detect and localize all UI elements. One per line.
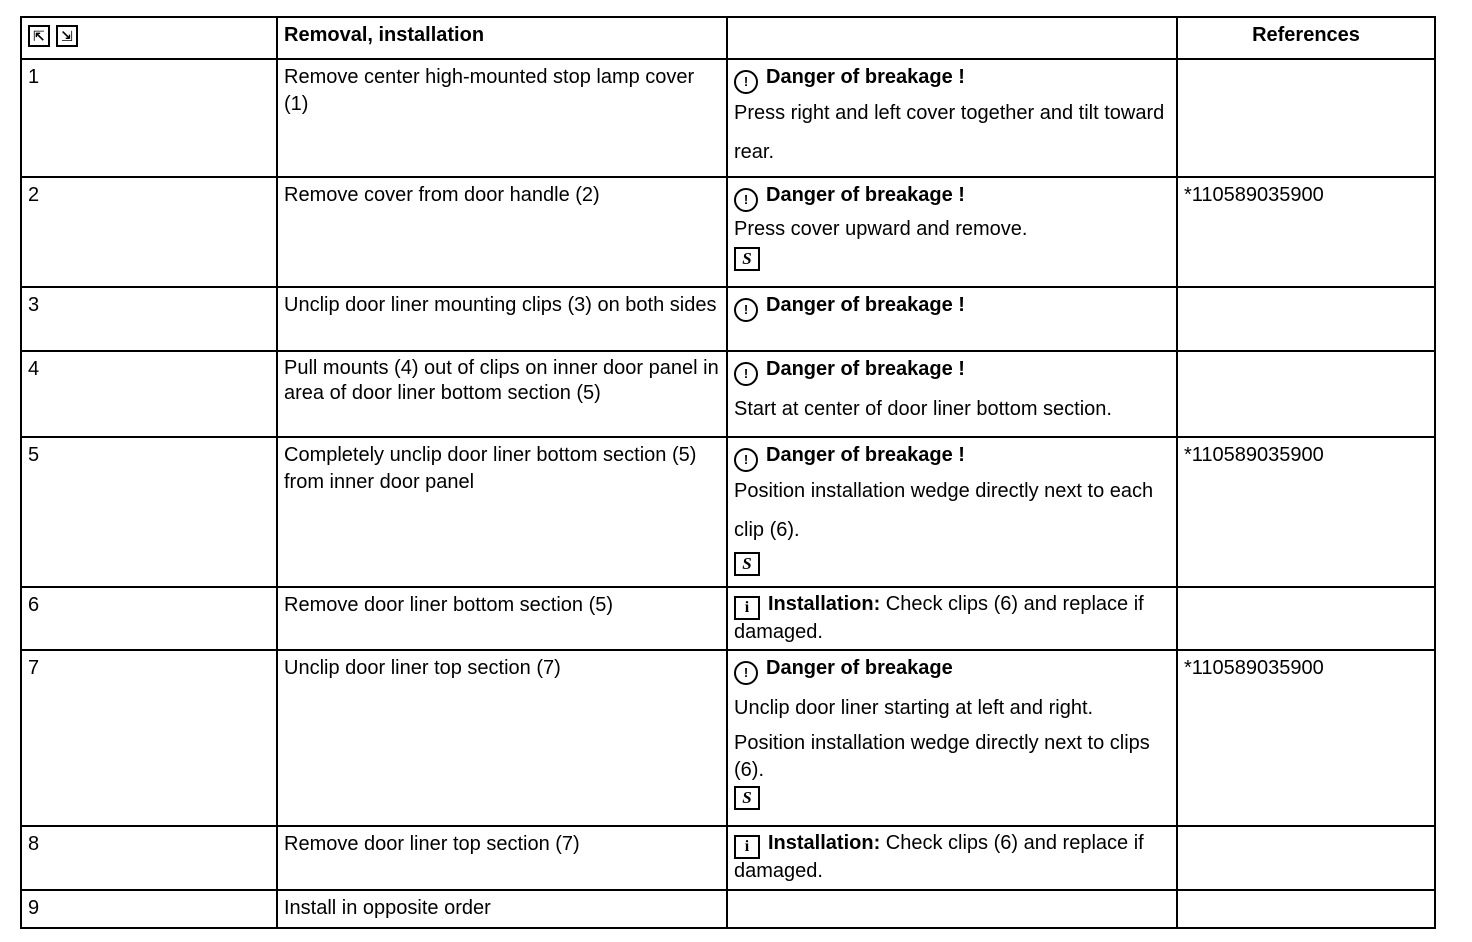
table-row [21, 650, 1435, 826]
step-note [727, 351, 1177, 437]
danger-breakage-icon: ! [734, 298, 758, 322]
header-notes [727, 17, 1177, 59]
installation-label: Installation: [768, 832, 881, 854]
step-number: 9 [21, 890, 277, 928]
note-title: Danger of breakage ! [766, 294, 965, 316]
step-action: Completely unclip door liner bottom section (5) from inner door panel [277, 437, 727, 587]
step-note [727, 177, 1177, 287]
step-action: Remove door liner top section (7) [277, 826, 727, 890]
info-icon: i [734, 596, 760, 620]
installation-text: Check clips (6) and replace if damaged. [734, 593, 1144, 643]
expand-icon[interactable]: ⇱ [28, 25, 50, 47]
info-icon: i [734, 835, 760, 859]
note-text: Press right and left cover together and tilt toward rear. [734, 102, 1165, 163]
step-note [727, 587, 1177, 650]
step-action: Install in opposite order [277, 890, 727, 928]
danger-breakage-icon: ! [734, 70, 758, 94]
header-references: References [1177, 17, 1435, 59]
step-note [727, 890, 1177, 928]
table-row [21, 177, 1435, 287]
note-title: Danger of breakage [766, 657, 953, 679]
table-row [21, 351, 1435, 437]
step-action: Remove door liner bottom section (5) [277, 587, 727, 650]
danger-breakage-icon: ! [734, 188, 758, 212]
note-title: Danger of breakage ! [766, 358, 965, 380]
table-row [21, 437, 1435, 587]
procedure-table [20, 16, 1436, 929]
step-reference[interactable] [1177, 587, 1435, 650]
note-title: Danger of breakage ! [766, 66, 965, 88]
step-note [727, 650, 1177, 826]
step-reference[interactable] [1177, 59, 1435, 177]
step-note [727, 826, 1177, 890]
step-number: 7 [21, 650, 277, 826]
special-tool-icon[interactable]: S [734, 247, 760, 271]
step-reference[interactable]: *110589035900 [1177, 650, 1435, 826]
step-number: 3 [21, 287, 277, 351]
danger-breakage-icon: ! [734, 661, 758, 685]
table-row [21, 826, 1435, 890]
note-text: Press cover upward and remove. [734, 218, 1028, 240]
note-text: Start at center of door liner bottom section. [734, 398, 1112, 420]
step-note [727, 437, 1177, 587]
step-note [727, 59, 1177, 177]
step-action: Unclip door liner top section (7) [277, 650, 727, 826]
step-reference[interactable] [1177, 890, 1435, 928]
special-tool-icon[interactable]: S [734, 786, 760, 810]
step-reference[interactable] [1177, 351, 1435, 437]
step-reference[interactable] [1177, 826, 1435, 890]
step-action: Remove center high-mounted stop lamp cover (1) [277, 59, 727, 177]
step-action: Pull mounts (4) out of clips on inner door panel in area of door liner bottom section (5) [277, 351, 727, 437]
installation-label: Installation: [768, 593, 881, 615]
step-number: 6 [21, 587, 277, 650]
header-removal-installation: Removal, installation [277, 17, 727, 59]
table-row [21, 287, 1435, 351]
collapse-icon[interactable]: ⇲ [56, 25, 78, 47]
step-number: 8 [21, 826, 277, 890]
step-reference[interactable]: *110589035900 [1177, 177, 1435, 287]
danger-breakage-icon: ! [734, 362, 758, 386]
danger-breakage-icon: ! [734, 448, 758, 472]
step-action: Remove cover from door handle (2) [277, 177, 727, 287]
step-number: 4 [21, 351, 277, 437]
step-number: 2 [21, 177, 277, 287]
step-number: 1 [21, 59, 277, 177]
note-title: Danger of breakage ! [766, 444, 965, 466]
note-text-2: Position installation wedge directly next to clips (6). [734, 732, 1150, 781]
table-row [21, 890, 1435, 928]
note-text: Position installation wedge directly next to each clip (6). [734, 480, 1154, 541]
header-row [21, 17, 1435, 59]
step-action: Unclip door liner mounting clips (3) on both sides [277, 287, 727, 351]
step-reference[interactable]: *110589035900 [1177, 437, 1435, 587]
table-row [21, 59, 1435, 177]
header-icons-cell [21, 17, 277, 59]
step-number: 5 [21, 437, 277, 587]
note-title: Danger of breakage ! [766, 184, 965, 206]
installation-text: Check clips (6) and replace if damaged. [734, 832, 1144, 882]
step-note [727, 287, 1177, 351]
note-text: Unclip door liner starting at left and right. [734, 697, 1094, 719]
step-reference[interactable] [1177, 287, 1435, 351]
table-row [21, 587, 1435, 650]
special-tool-icon[interactable]: S [734, 552, 760, 576]
